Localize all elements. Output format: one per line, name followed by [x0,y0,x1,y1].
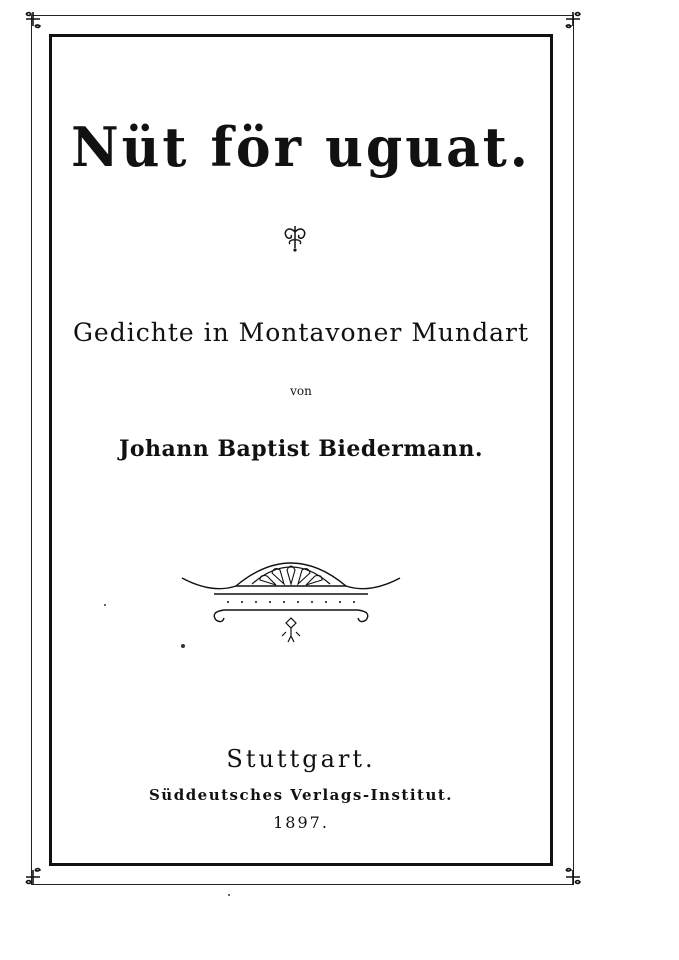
publication-place: Stuttgart. [226,745,376,773]
preposition: von [290,384,312,398]
ink-speck [104,604,106,606]
corner-flourish-icon [562,866,584,888]
corner-flourish-icon [22,866,44,888]
publication-year: 1897. [273,813,329,832]
ink-speck [181,644,185,648]
publisher-name: Süddeutsches Verlags-Institut. [148,786,454,804]
corner-flourish-icon [562,8,584,30]
book-title: Nüt för uguat. [71,115,531,180]
subtitle: Gedichte in Montavoner Mundart [72,318,530,347]
vignette-icon [180,556,402,652]
fleuron-icon [278,222,312,256]
corner-flourish-icon [22,8,44,30]
author-name: Johann Baptist Biedermann. [118,436,484,462]
ink-speck [228,894,230,896]
